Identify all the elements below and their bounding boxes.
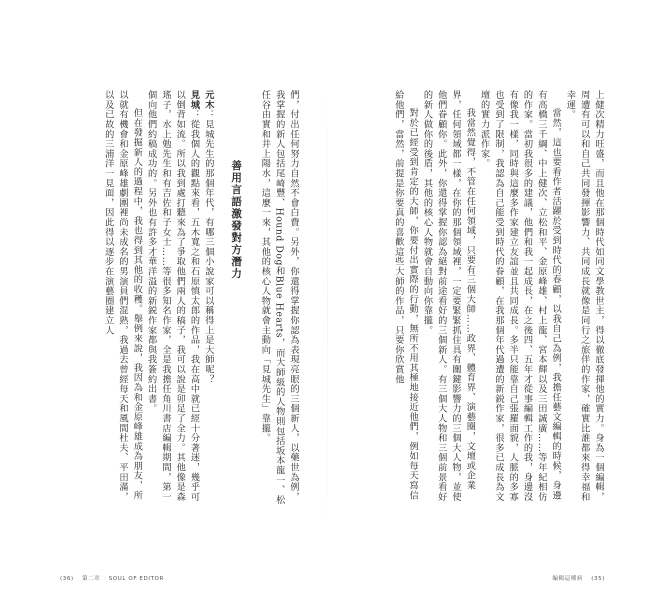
dialogue-text: ：見城先生的那個年代，有哪三個小說家可以稱得上是大師呢？: [202, 109, 214, 385]
right-page-text: [345, 90, 605, 510]
left-page-text: [67, 90, 300, 510]
dialogue-line-motoki: [201, 90, 215, 510]
right-paragraph-4: 對於已經受到肯定的大師，你要付出實際的行動，無所不用其極地接近他們，例如每天寫信給他們，當然，前提是你要真的喜歡這些大師的作品，只要你欣賞他: [392, 90, 419, 501]
section-spacer-2: [215, 90, 229, 510]
dialogue-line-kenjo: [143, 90, 200, 510]
right-paragraph-3: 我當然覺得，不管在任何領域，只要有三個大師……政界、體育界、演藝圈，文壇或企業界，任何領域都一樣，在你的那個領域裡，一定要緊緊抓住具有關鍵影響力的三個大人物，並使他們眷顧你。此外，你還得掌握你認為絕對前途看好的三個新人。有三個大人物和三個前景看好的新人做你的後盾，其他的核心人物就會自動向你靠攏。: [421, 90, 476, 502]
dialogue-text: ：從我個人的觀點來看，五木寬之和石原慎太郎的作品，我在高中就已經十分著迷，幾乎可以倒背如流。所以我到處打聽來為了爭取他們兩人的稿子，我可以說是卯足了全力。其他像是森瑤子，水上勉先生和有吉佐和子女士……等很多知名作家，全是我擔任角川書店編輯期間，第一個向他們約稿成功的。另外也有許多才華洋溢的新鋭作家都與我簽約出書。: [145, 90, 200, 502]
section-heading: 善用言語激發對方潛力: [230, 160, 243, 280]
right-paragraph-1: 上健次精力旺盛，而且他在那個時代如同文學教世主，得以徹底發揮他的實力。身為一個編輯，周遭有可以和自己共同發揮影響力、共同成長就像是同行之旅伴的作家，確實比誰都來得幸福和幸運。: [564, 90, 604, 502]
left-page-footer: [60, 574, 170, 582]
left-page-number: (36): [60, 576, 74, 582]
right-running-title: 編輯這種病: [552, 576, 583, 582]
page-gutter: [327, 60, 328, 560]
right-paragraph-2: 當然，這也要看作者活躍於受到時代的春顧，以我自己為例，我擔任藝文編輯的時候，身邊有高橋三千綱、中上健次、立松和平、金原峰雄、村上龍、宮本輝以及三田誠廣……等年紀相仿的作家。當初我很多的建議，他們和我一起成長，在之後四、五年才從事編輯工作的我，身邊沒有像我一樣，同時與這麼多作家建立友誼並且共同成長。多半只能靠自己張羅面貌，人脈的多寡也受到了限制，我認為自己能受到時代的眷顧，在我那個年代過遭的新鋭作家，很多已成長為文壇的實力派作家。: [478, 90, 562, 502]
right-page-footer: [546, 574, 605, 582]
speaker-name: 元木: [202, 90, 214, 110]
speaker-name: 見城: [188, 90, 200, 110]
section-spacer: [243, 90, 257, 510]
left-paragraph-2: 但在發掘新人的過程中，我也得到其他的收穫。舉例來說，我因為和金原峰雄成為朋友，所以就有機會和金原峰雄劇團裡尚未成名的男演員們混熟，我過去曾經每天和風間杜夫、平田滿，以及已故的三浦洋一見面，因此得以逐步在演藝圈建立人: [102, 90, 143, 502]
left-chapter-label: 第二章: [82, 576, 101, 582]
left-running-title: SOUL OF EDITOR: [108, 576, 164, 582]
left-paragraph-1: 們，付出任何努力自然不會白費。另外，你還得掌握你認為表現亮眼的三個新人，以藥世為例，我掌握的新人包括尾崎豐、Hound Dog和Blue Hearts，而大師級的人物則包括坂本龍一、松任谷由實和井上陽水，這麼一來，其他的核心人物就會主動向「見城先生」靠攏。: [259, 90, 299, 505]
right-page-number: (35): [591, 576, 605, 582]
